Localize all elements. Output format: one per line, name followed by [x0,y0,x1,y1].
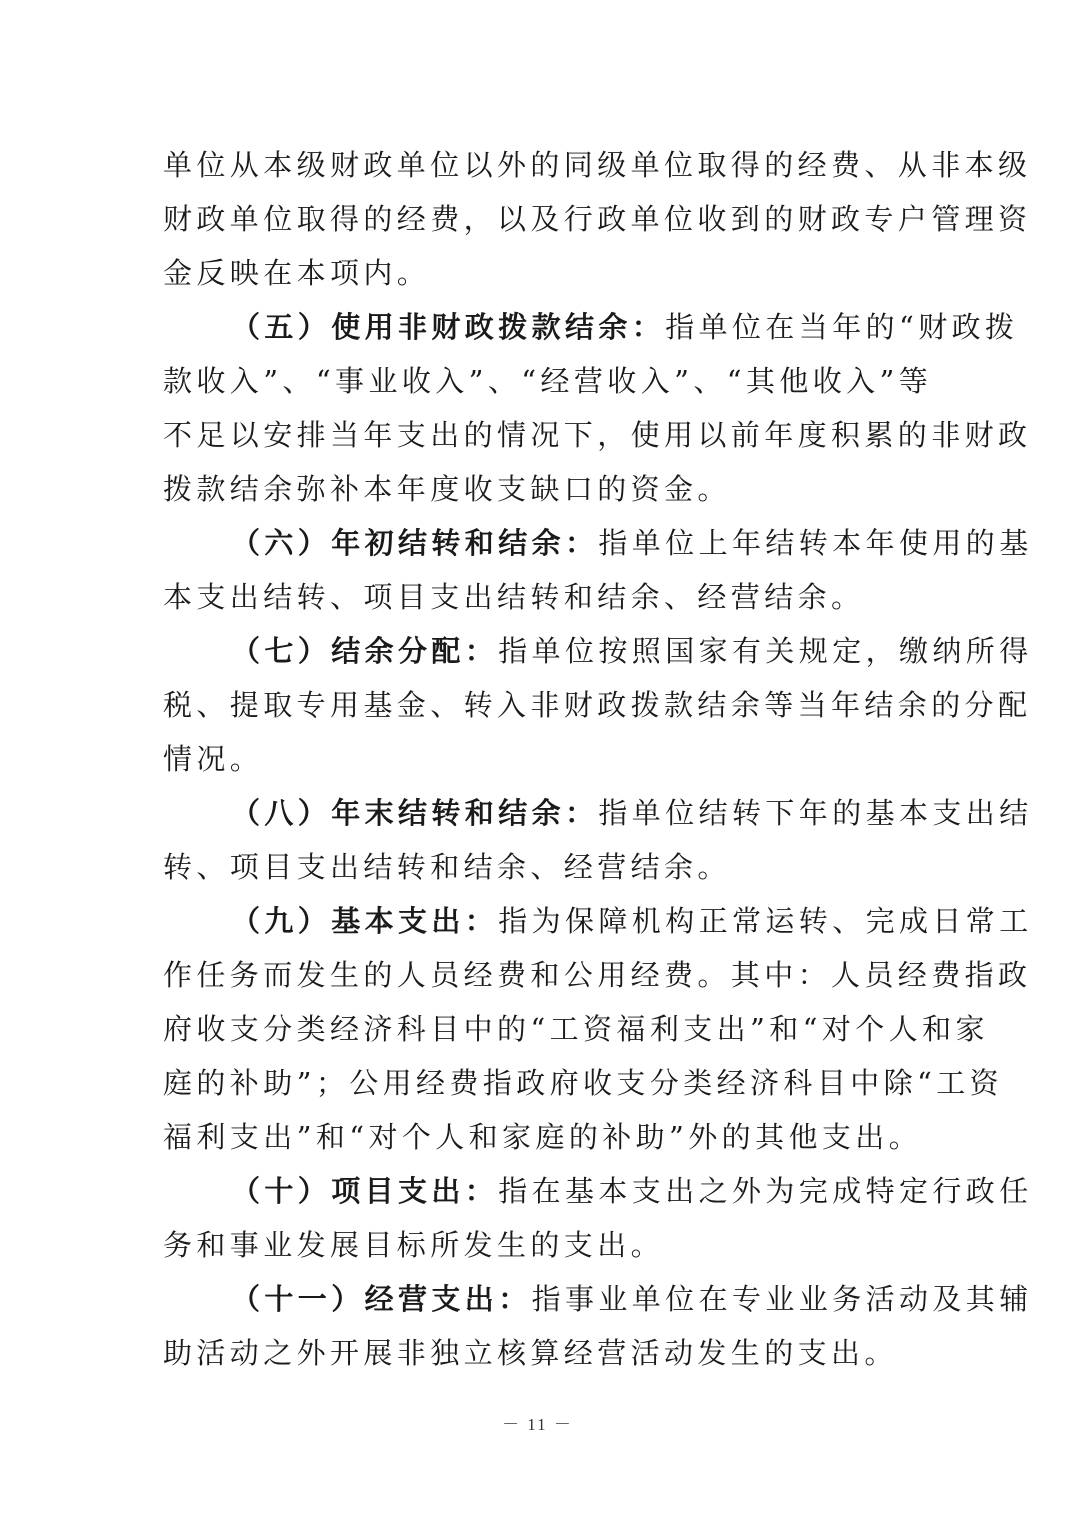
text-line-first [163,786,1033,840]
section-heading: （九）基本支出： [231,904,499,938]
text-line-first [163,894,1033,948]
section-heading: （六）年初结转和结余： [231,526,599,560]
text-line: 情况。 [163,742,264,776]
text-line: 转、项目支出结转和结余、经营结余。 [163,850,731,884]
text-line-first [163,300,1019,354]
section-heading: （五）使用非财政拨款结余： [231,310,666,344]
text-line: 务和事业发展目标所发生的支出。 [163,1228,665,1262]
paragraph-item-6 [163,516,1033,624]
section-heading: （十一）经营支出： [231,1282,532,1316]
text-run: 指在基本支出之外为完成特定行政任 [498,1174,1033,1208]
text-run: 指单位按照国家有关规定，缴纳所得 [498,634,1033,668]
section-heading: （十）项目支出： [231,1174,499,1208]
text-run: 指单位上年结转本年使用的基 [598,526,1033,560]
text-run: 指单位结转下年的基本支出结 [598,796,1033,830]
text-line: 款收入”、“事业收入”、“经营收入”、“其他收入”等 [163,364,933,398]
paragraph-item-5 [163,300,1032,516]
text-line: 助活动之外开展非独立核算经营活动发生的支出。 [163,1336,898,1370]
paragraph-item-7 [163,624,1033,786]
text-run: 指单位在当年的“财政拨 [665,310,1019,344]
text-line: 拨款结余弥补本年度收支缺口的资金。 [163,472,731,506]
text-line: 金反映在本项内。 [163,256,431,290]
text-line: 本支出结转、项目支出结转和结余、经营结余。 [163,580,865,614]
text-line-first [163,1272,1033,1326]
text-run: 指为保障机构正常运转、完成日常工 [498,904,1033,938]
text-line-first [163,1164,1033,1218]
text-line: 府收支分类经济科目中的“工资福利支出”和“对个人和家 [163,1012,989,1046]
text-line: 庭的补助”；公用经费指政府收支分类经济科目中除“工资 [163,1066,1004,1100]
page-number: － 11 － [502,1415,573,1434]
text-line: 税、提取专用基金、转入非财政拨款结余等当年结余的分配 [163,688,1032,722]
text-line-first [163,516,1033,570]
paragraph-item-9 [163,894,1033,1164]
text-line: 福利支出”和“对个人和家庭的补助”外的其他支出。 [163,1120,923,1154]
section-heading: （八）年末结转和结余： [231,796,599,830]
paragraph-continuation [163,138,1032,300]
text-line: 不足以安排当年支出的情况下，使用以前年度积累的非财政 [163,418,1032,452]
section-heading: （七）结余分配： [231,634,499,668]
document-body [163,138,1033,1380]
paragraph-item-8 [163,786,1033,894]
text-run: 指事业单位在专业业务活动及其辅 [531,1282,1033,1316]
text-line: 单位从本级财政单位以外的同级单位取得的经费、从非本级 [163,148,1032,182]
paragraph-item-11 [163,1272,1033,1380]
text-line: 财政单位取得的经费，以及行政单位收到的财政专户管理资 [163,202,1032,236]
text-line: 作任务而发生的人员经费和公用经费。其中：人员经费指政 [163,958,1032,992]
paragraph-item-10 [163,1164,1033,1272]
text-line-first [163,624,1033,678]
